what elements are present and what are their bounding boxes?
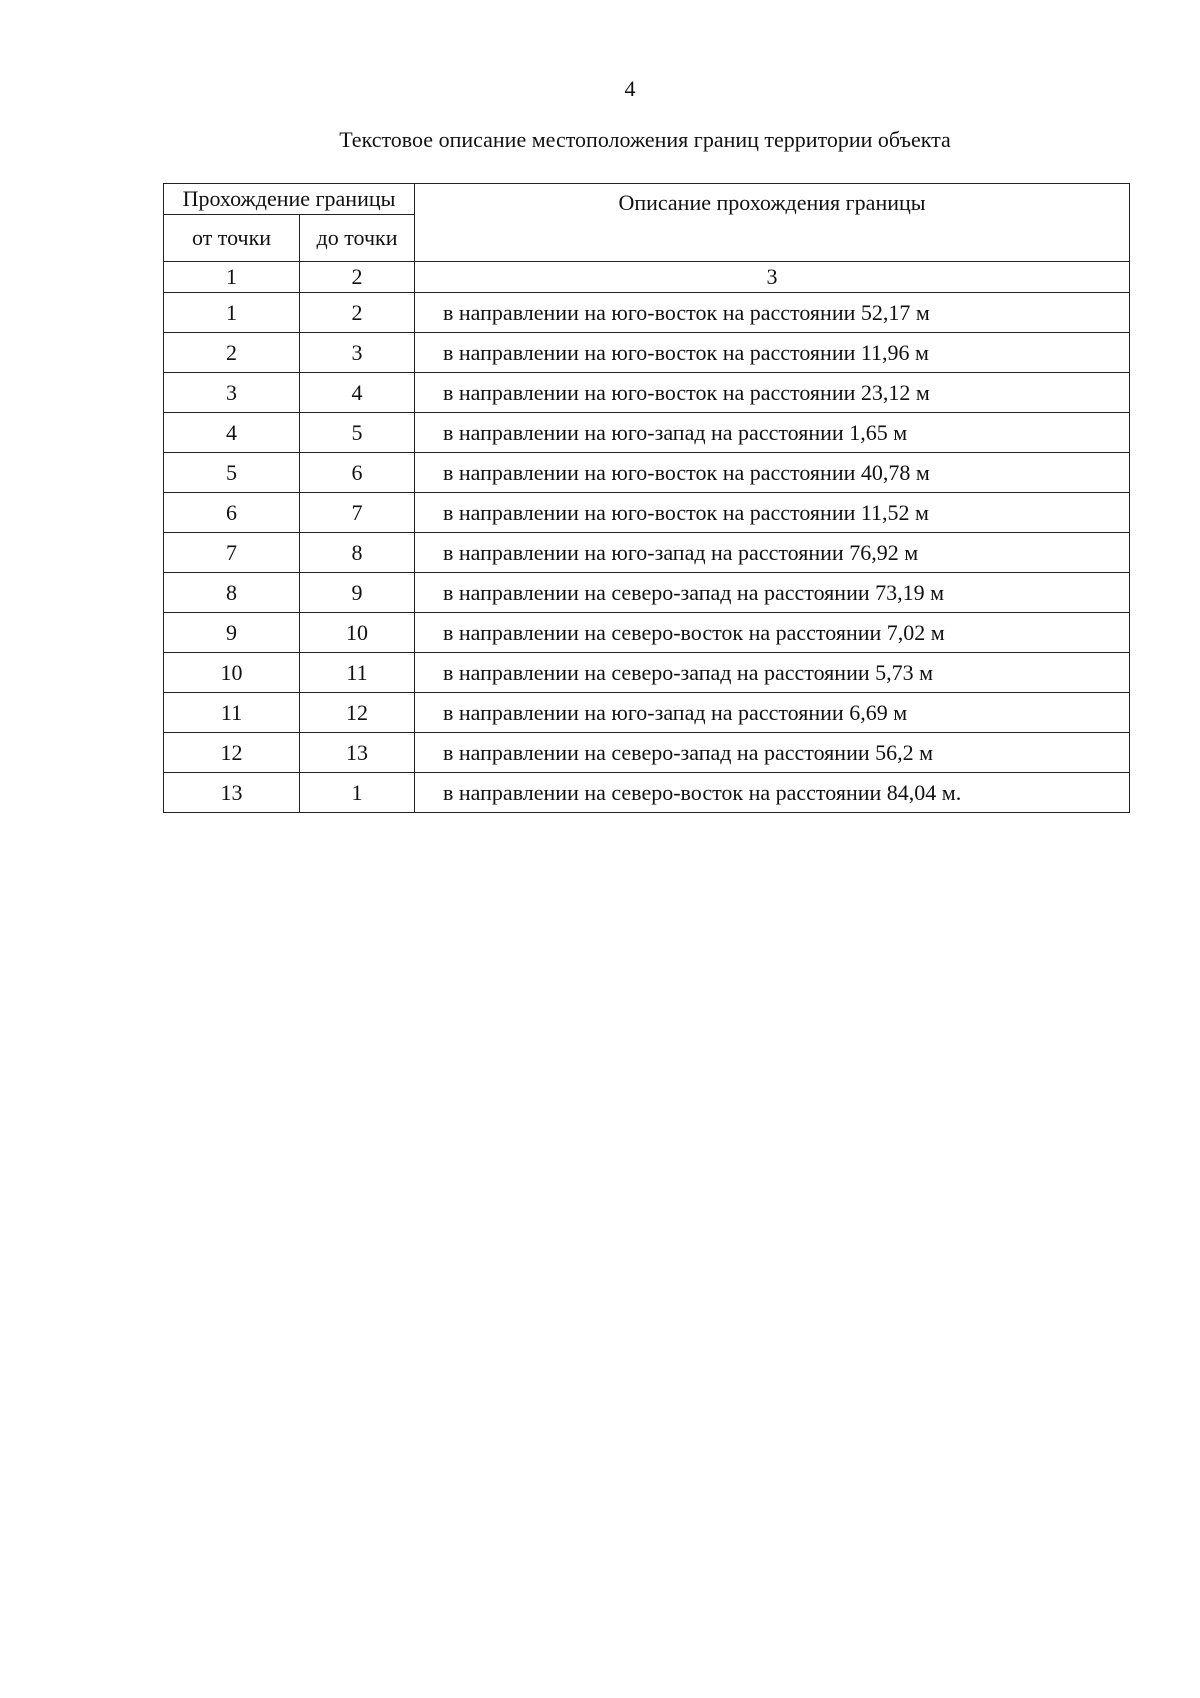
from-point-cell: 10 [164, 653, 300, 693]
table-row [164, 773, 1130, 813]
table-row [164, 333, 1130, 373]
from-point-cell: 13 [164, 773, 300, 813]
from-point-cell: 6 [164, 493, 300, 533]
to-point-cell: 2 [300, 293, 415, 333]
from-point-cell: 8 [164, 573, 300, 613]
table-row [164, 533, 1130, 573]
from-point-cell: 9 [164, 613, 300, 653]
from-point-cell: 3 [164, 373, 300, 413]
description-cell: в направлении на юго-восток на расстоянии 11,96 м [415, 333, 1130, 373]
boundary-table [163, 183, 1130, 813]
description-cell: в направлении на юго-восток на расстоянии 11,52 м [415, 493, 1130, 533]
to-point-cell: 10 [300, 613, 415, 653]
description-cell: в направлении на северо-восток на расстоянии 7,02 м [415, 613, 1130, 653]
to-point-cell: 4 [300, 373, 415, 413]
table-row [164, 613, 1130, 653]
header-from-point: от точки [164, 215, 300, 262]
from-point-cell: 2 [164, 333, 300, 373]
table-row [164, 653, 1130, 693]
table-row [164, 493, 1130, 533]
table-row [164, 693, 1130, 733]
table-row [164, 573, 1130, 613]
from-point-cell: 12 [164, 733, 300, 773]
table-row [164, 453, 1130, 493]
to-point-cell: 1 [300, 773, 415, 813]
column-number-row [164, 262, 1130, 293]
column-number: 1 [164, 262, 300, 293]
from-point-cell: 5 [164, 453, 300, 493]
from-point-cell: 1 [164, 293, 300, 333]
header-description: Описание прохождения границы [415, 184, 1130, 262]
description-cell: в направлении на северо-запад на расстоянии 5,73 м [415, 653, 1130, 693]
to-point-cell: 11 [300, 653, 415, 693]
description-cell: в направлении на юго-восток на расстоянии 40,78 м [415, 453, 1130, 493]
to-point-cell: 12 [300, 693, 415, 733]
table-row [164, 413, 1130, 453]
table-row [164, 293, 1130, 333]
table-row [164, 373, 1130, 413]
to-point-cell: 8 [300, 533, 415, 573]
from-point-cell: 7 [164, 533, 300, 573]
to-point-cell: 3 [300, 333, 415, 373]
to-point-cell: 13 [300, 733, 415, 773]
description-cell: в направлении на юго-запад на расстоянии 1,65 м [415, 413, 1130, 453]
description-cell: в направлении на северо-восток на расстоянии 84,04 м. [415, 773, 1130, 813]
header-boundary-passage: Прохождение границы [164, 184, 415, 215]
from-point-cell: 11 [164, 693, 300, 733]
header-to-point: до точки [300, 215, 415, 262]
to-point-cell: 7 [300, 493, 415, 533]
description-cell: в направлении на юго-запад на расстоянии 76,92 м [415, 533, 1130, 573]
document-title: Текстовое описание местоположения границ территории объекта [339, 127, 951, 152]
to-point-cell: 5 [300, 413, 415, 453]
to-point-cell: 9 [300, 573, 415, 613]
column-number: 2 [300, 262, 415, 293]
table-row [164, 733, 1130, 773]
from-point-cell: 4 [164, 413, 300, 453]
page-number: 4 [624, 76, 636, 101]
description-cell: в направлении на юго-восток на расстоянии 52,17 м [415, 293, 1130, 333]
description-cell: в направлении на юго-восток на расстоянии 23,12 м [415, 373, 1130, 413]
description-cell: в направлении на северо-запад на расстоянии 73,19 м [415, 573, 1130, 613]
description-cell: в направлении на северо-запад на расстоянии 56,2 м [415, 733, 1130, 773]
description-cell: в направлении на юго-запад на расстоянии 6,69 м [415, 693, 1130, 733]
column-number: 3 [415, 262, 1130, 293]
to-point-cell: 6 [300, 453, 415, 493]
